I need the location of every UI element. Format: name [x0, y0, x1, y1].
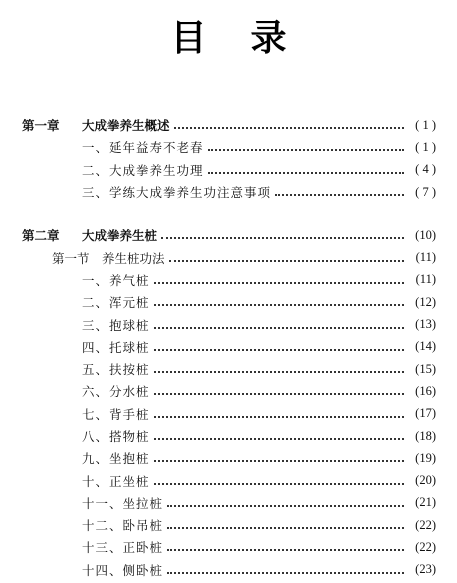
- page-number: (21): [415, 495, 436, 510]
- dot-leader: [208, 147, 404, 151]
- dot-leader: [174, 125, 404, 129]
- dot-leader: [154, 280, 404, 284]
- dot-leader: [275, 192, 404, 196]
- page-number: ( 1 ): [415, 117, 436, 132]
- dot-leader: [154, 391, 404, 395]
- section-label: 第一节 养生桩功法: [52, 250, 165, 266]
- entry-label: 十四、侧卧桩: [82, 562, 164, 578]
- page-number: (22): [415, 517, 436, 532]
- chapter-label: [22, 116, 170, 134]
- dot-leader: [167, 503, 404, 507]
- dot-leader: [154, 414, 404, 418]
- page-number: (20): [415, 473, 436, 488]
- toc-entry[interactable]: [0, 447, 457, 469]
- dot-leader: [167, 547, 404, 551]
- page-number: ( 4 ): [415, 162, 436, 177]
- entry-label: 十一、坐拉桩: [82, 495, 164, 511]
- toc-chapter-1[interactable]: [0, 114, 457, 136]
- chapter-title: 大成拳养生桩: [82, 228, 158, 244]
- page-number: (18): [415, 428, 436, 443]
- toc-entry[interactable]: [0, 380, 457, 402]
- page-number: (14): [415, 339, 436, 354]
- page-number: (11): [415, 250, 436, 265]
- page-number: (11): [415, 272, 436, 287]
- entry-label: 一、养气桩: [82, 272, 150, 288]
- page-title: [0, 14, 457, 64]
- page-number: (10): [415, 227, 436, 242]
- page-title-char: 目: [170, 18, 251, 59]
- toc-entry[interactable]: [0, 492, 457, 514]
- entry-label: 六、分水桩: [82, 384, 150, 400]
- toc-entry[interactable]: [0, 136, 457, 158]
- dot-leader: [154, 481, 404, 485]
- entry-label: 七、背手桩: [82, 406, 150, 422]
- page-number: (22): [415, 539, 436, 554]
- dot-leader: [154, 458, 404, 462]
- toc-entry[interactable]: [0, 469, 457, 491]
- page-number: (12): [415, 294, 436, 309]
- entry-label: 十二、卧吊桩: [82, 518, 164, 534]
- toc-entry[interactable]: [0, 269, 457, 291]
- chapter-label: [22, 226, 157, 244]
- toc-entry[interactable]: [0, 514, 457, 536]
- toc-entry[interactable]: [0, 358, 457, 380]
- page-number: (19): [415, 450, 436, 465]
- page-number: (23): [415, 562, 436, 577]
- page-number: (13): [415, 317, 436, 332]
- entry-label: 十三、正卧桩: [82, 540, 164, 556]
- entry-label: 八、搭物桩: [82, 429, 150, 444]
- toc-entry[interactable]: [0, 313, 457, 335]
- dot-leader: [161, 235, 404, 239]
- toc-entry[interactable]: [0, 536, 457, 558]
- toc-entry[interactable]: [0, 181, 457, 203]
- page-number: ( 7 ): [415, 184, 436, 199]
- dot-leader: [154, 347, 404, 351]
- page-title-char: 录: [250, 18, 331, 59]
- entry-label: 五、扶按桩: [82, 362, 150, 378]
- table-of-contents: [0, 114, 457, 581]
- entry-label: 三、抱球桩: [82, 317, 150, 333]
- chapter-number: 第一章: [22, 118, 60, 134]
- chapter-title: 大成拳养生概述: [82, 118, 170, 134]
- entry-label: 四、托球桩: [82, 339, 150, 355]
- page-number: ( 1 ): [415, 139, 436, 154]
- dot-leader: [154, 436, 404, 440]
- dot-leader: [154, 302, 404, 306]
- entry-label: 九、坐抱桩: [82, 451, 150, 467]
- dot-leader: [169, 258, 404, 262]
- toc-entry[interactable]: [0, 291, 457, 313]
- entry-label: 二、大成拳养生功理: [82, 162, 204, 178]
- dot-leader: [167, 525, 404, 529]
- toc-section[interactable]: [0, 246, 457, 268]
- dot-leader: [208, 170, 404, 174]
- dot-leader: [167, 570, 404, 574]
- toc-entry[interactable]: [0, 559, 457, 581]
- dot-leader: [154, 369, 404, 373]
- page-number: (15): [415, 361, 436, 376]
- page-number: (16): [415, 383, 436, 398]
- entry-label: 十、正坐桩: [82, 473, 150, 489]
- dot-leader: [154, 325, 404, 329]
- toc-entry[interactable]: [0, 425, 457, 447]
- entry-label: 三、学练大成拳养生功注意事项: [82, 185, 272, 201]
- entry-label: 二、浑元桩: [82, 295, 150, 311]
- chapter-number: 第二章: [22, 228, 60, 244]
- toc-entry[interactable]: [0, 159, 457, 181]
- toc-entry[interactable]: [0, 336, 457, 358]
- toc-chapter-2[interactable]: [0, 224, 457, 246]
- page-number: (17): [415, 406, 436, 421]
- toc-entry[interactable]: [0, 403, 457, 425]
- entry-label: 一、延年益寿不老春: [82, 140, 204, 156]
